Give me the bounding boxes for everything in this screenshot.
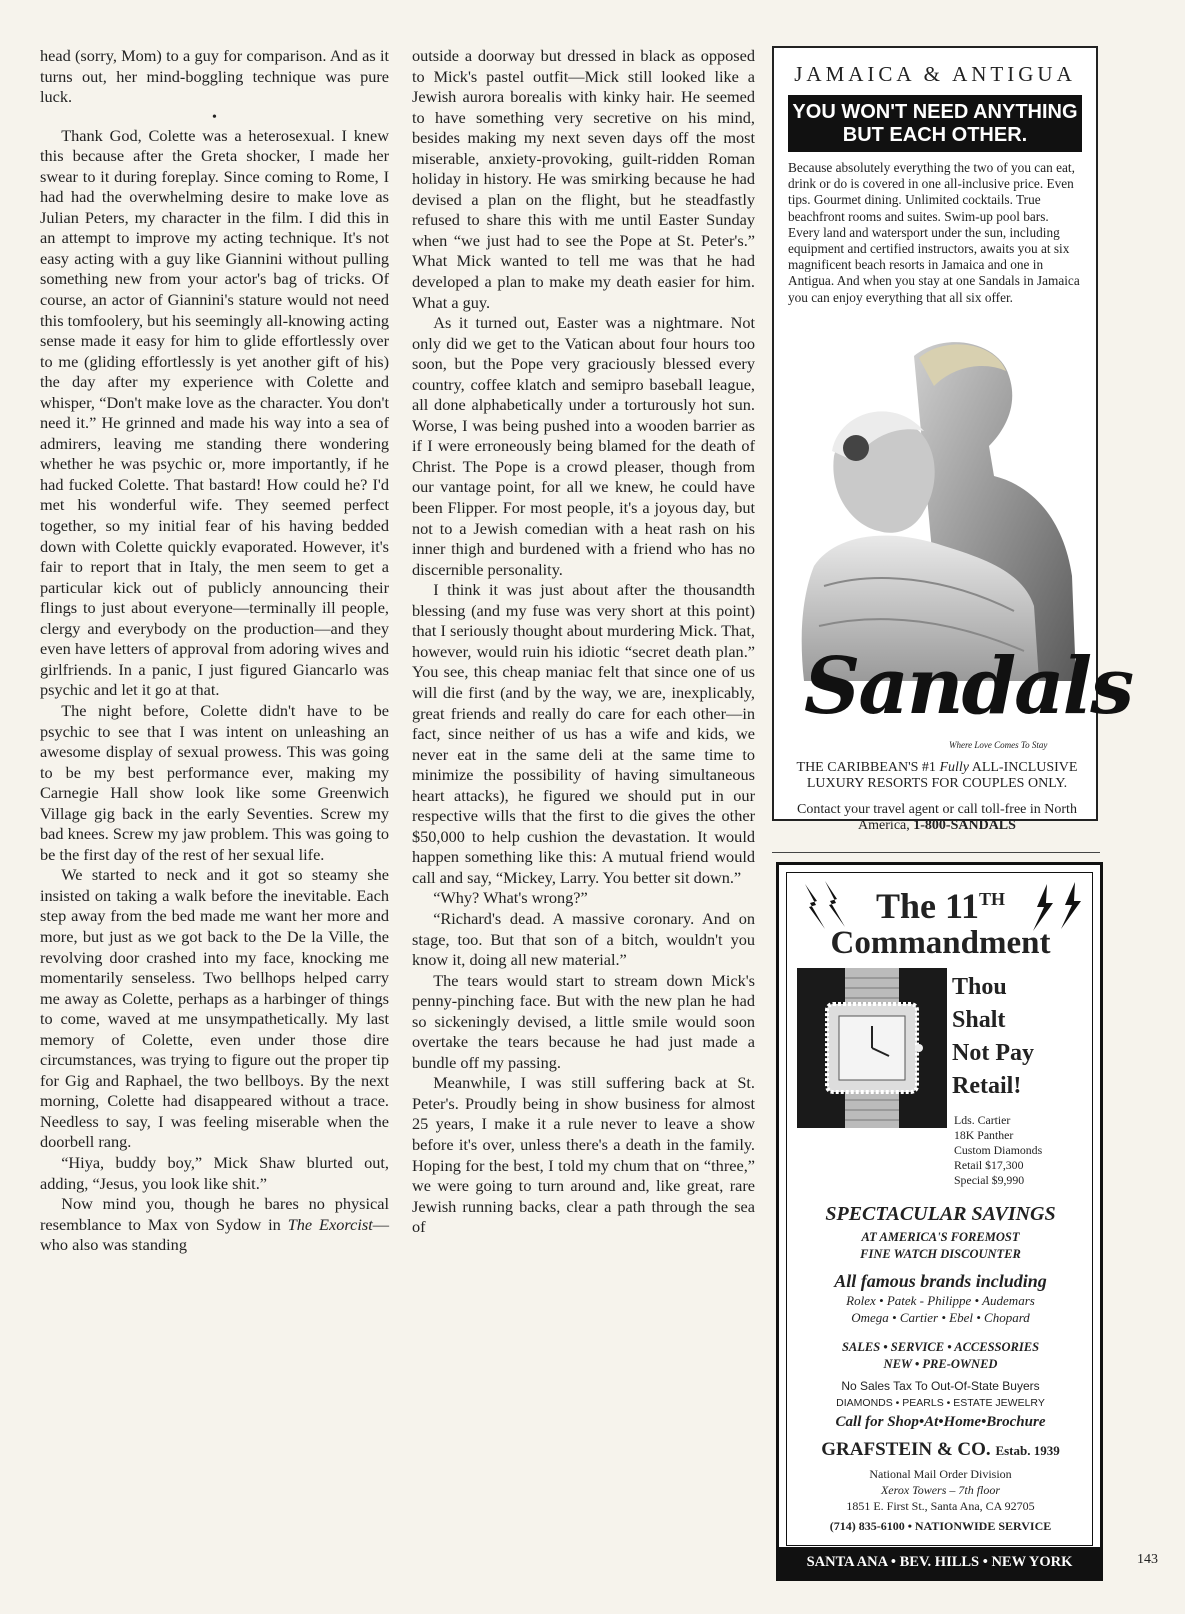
page-number: 143 [1137,1552,1158,1567]
article-paragraph: Meanwhile, I was still suffering back at St. Peter's. Proudly being in show business for almost 25 years, I make it a rule never to leave a show before it's over, unless there's a death in the family. Hoping for the best, I told my chum that on “three,” we were going to turn around and, like great, rare Jewish running backs, clear a path through the sea of [412,1073,755,1237]
article-paragraph: I think it was just about after the thousandth blessing (and my fuse was very short at this point) that I seriously thought about murdering Mick. That, however, would ruin his idiotic “secret death plan.” You see, this cheap maniac felt that since one of us will die first (and by the way, we are, inexplicably, great friends and really do care for each other—in fact, since neither of us has a wife and kids, we never eat in the same deli at the same time to minimize the possibility of having simultaneous heart attacks), he figured we should put in our respective wills that the first to die gives the other $50,000 to help cushion the devastation. It would happen something like this: A mutual friend would call and say, “Mickey, Larry. You better sit down.” [412,580,755,887]
brands-line: Omega • Cartier • Ebel • Chopard [851,1310,1030,1325]
watch-photo [797,968,947,1128]
slogan-line: Shalt [952,1007,1006,1033]
spec-line: Retail $17,300 [954,1158,1024,1172]
ad-claim-emphasis: Fully [939,760,969,775]
article-paragraph: “Hiya, buddy boy,” Mick Shaw blurted out, adding, “Jesus, you look like shit.” [40,1152,389,1193]
tax-line: No Sales Tax To Out-Of-State Buyers [841,1379,1040,1393]
article-text: Now mind you, though he bares no physical resemblance to Max von Sydow in [40,1194,389,1234]
company-established: Estab. 1939 [995,1443,1060,1458]
diamonds-line: DIAMONDS • PEARLS • ESTATE JEWELRY [836,1397,1045,1409]
article-column-2 [412,46,755,1576]
grafstein-advertisement [776,862,1103,1581]
article-paragraph: outside a doorway but dressed in black as opposed to Mick's pastel outfit—Mick still looked like a Jewish aurora borealis with kinky hair. He seemed to have something very secretive on his mind, besides making my next seven days off the most miserable, anxiety-provoking, guilt-ridden Roman holiday in history. He was smirking because he had devised a plan on the flight, but he steadfastly refused to share this with me until Easter Sunday when “we just had to see the Pope at St. Peter's.” What Mick wanted to tell me was that he had developed a plan to make my death easier for him. What a guy. [412,46,755,312]
sandals-logo: Sandals [804,641,1133,732]
company-line [787,1439,1094,1461]
phone-line: (714) 835-6100 • NATIONWIDE SERVICE [829,1519,1052,1533]
ad-contact-text: Contact your travel agent or call toll-free in North America, [797,802,1077,833]
article-paragraph: As it turned out, Easter was a nightmare. Not only did we get to the Vatican about four hours too soon, but the Pope very graciously blessed every country, coffee klatch and semipro baseball league, all done alphabetically under a torturously hot sun. Worse, I was being pushed into a wooden barrier as if I were erroneously being blamed for the death of Christ. The Pope is a crowd pleaser, though from our vantage point, for all we knew, he could have been Flipper. For most people, it's a joyous day, but not to a Jewish comedian with a heat rash on his inner thigh and burdened with a friend who has no discernible personality. [412,313,755,579]
ad-title-text: The 11 [875,886,979,926]
ad-title-line2: Commandment [830,925,1051,961]
services-line: SALES • SERVICE • ACCESSORIES [841,1340,1040,1354]
brands-line: Rolex • Patek - Philippe • Audemars [846,1293,1035,1308]
address-line: 1851 E. First St., Santa Ana, CA 92705 [846,1499,1035,1513]
article-paragraph: “Why? What's wrong?” [433,888,588,908]
article-paragraph: “Richard's dead. A massive coronary. And on stage, too. But that son of a bitch, wouldn't you know it, doing all new material.” [412,908,755,970]
article-paragraph: Thank God, Colette was a heterosexual. I knew this because after the Greta shocker, I made her swear to it during foreplay. Since coming to Rome, I had had the overwhelming desire to make love as Julian Peters, my character in the film. I did this in an attempt to improve my acting technique. It's not easy acting with a guy like Giannini without pulling something new from your actor's bag of tricks. Of course, an actor of Giannini's stature would not need this tomfoolery, but his seemingly all-knowing acting sense made it easy for him to glide effortlessly over to me (gliding effortlessly is yet another gift of his) the day after my experience with Colette and whisper, “Don't make love as the character. You don't need it.” He grinned and made his way into a sea of admirers, leaving me standing there wondering whether he was psychic or, more importantly, if he had fucked Colette. That bastard! How could he? I'd met his wonderful wife. They seemed perfect together, so my initial fear of his having bedded down with Colette quickly evaporated. However, it's fair to report that in Italy, the men seem to get a particular kick out of publicly announcing their flings to just about everyone—terminally ill people, clergy and everybody on the production—and they even have letters of approval from adoring wives and girlfriends. In a panic, I just figured Giancarlo was psychic and let it go at that. [40,125,389,700]
sandals-advertisement [772,46,1133,833]
slogan-line: Retail! [952,1073,1022,1099]
address-line: Xerox Towers – 7th floor [880,1483,1001,1497]
spec-line: Special $9,990 [954,1173,1025,1187]
article-column-1 [40,46,389,1576]
ad-inner-frame [786,872,1093,1546]
article-paragraph: head (sorry, Mom) to a guy for comparison. And as it turns out, her mind-boggling technique was pure luck. [40,46,389,107]
foremost-line: AT AMERICA'S FOREMOST [861,1230,1020,1244]
ad-heading: JAMAICA & ANTIGUA [794,62,1076,86]
article-paragraph: We started to neck and it got so steamy she insisted on taking a walk before the inevitable. Each step away from the bed made me want her more and more, but just as we got back to the De la Ville, the revolving door crashed into my face, knocking me momentarily senseless. Two bellhops helped carry me away as Colette, perhaps as a harbinger of things to come, waved at me unsympathetically. My last memory of Colette, even under those dire circumstances, was trying to figure out the proper tip for Gig and Raphael, the two bellboys. By the next morning, Colette had disappeared without a trace. Needless to say, I was feeling miserable when the doorbell rang. [40,865,389,1152]
ad-title [787,885,1094,927]
brochure-line: Call for Shop•At•Home•Brochure [835,1414,1046,1430]
division-line: National Mail Order Division [869,1467,1012,1481]
article-paragraph [40,1194,389,1256]
ad-claim [792,760,1082,792]
film-title: The Exorcist [287,1214,373,1234]
savings-headline: SPECTACULAR SAVINGS [825,1203,1056,1225]
spec-line: 18K Panther [954,1128,1014,1142]
services-line: NEW • PRE-OWNED [883,1357,998,1371]
sandals-tagline: Where Love Comes To Stay [949,740,1048,750]
article-paragraph: The night before, Colette didn't have to be psychic to see that I was intent on unleashing an awesome display of sexual prowess. This was going to be my best performance ever, making my Carnegie Hall show look like some Greenwich Village gig back in the early Seventies. Screw my bad knees. Screw my jaw problem. This was going to be the first day of the rest of her sexual life. [40,700,389,864]
slogan-line: Not Pay [952,1040,1034,1066]
ad-slogan [952,971,1034,1103]
ad-phone: 1-800-SANDALS [913,818,1016,833]
ad-claim-text: THE CARIBBEAN'S #1 [796,760,940,775]
slogan-line: Thou [952,974,1007,1000]
ad-contact [792,802,1082,834]
ad-divider [772,852,1100,853]
couple-photo [794,336,1076,681]
spec-line: Custom Diamonds [954,1143,1043,1157]
section-separator: • [212,109,217,125]
brands-heading: All famous brands including [834,1271,1047,1291]
article-text: —who also was standing [40,1214,389,1255]
ad-banner: YOU WON'T NEED ANYTHING BUT EACH OTHER. [788,95,1082,152]
ad-claim-text: ALL-INCLUSIVE LUXURY RESORTS FOR COUPLES ONLY. [806,760,1078,791]
ad-title-superscript: TH [979,889,1006,909]
ad-body-text: Because absolutely everything the two of you can eat, drink or do is covered in one all-inclusive price. Even tips. Gourmet dining. Unlimited cocktails. True beachfront rooms and suites. Swim-up pool bars. Every land and watersport under the sun, including equipment and certified instructors, awaits you at six magnificent beach resorts in Jamaica and one in Antigua. And when you stay at one Sandals in Jamaica you can enjoy everything that all six offer. [788,160,1080,305]
watch-specs [954,1113,1042,1188]
foremost-line: FINE WATCH DISCOUNTER [860,1247,1021,1261]
article-paragraph: The tears would start to stream down Mick's penny-pinching face. But with the new plan he had so sickeningly devised, a little smile would soon overtake the tears because he had just made a bundle off my passing. [412,970,755,1072]
company-name: GRAFSTEIN & CO. [821,1439,991,1460]
spec-line: Lds. Cartier [954,1113,1011,1127]
locations-bar: SANTA ANA • BEV. HILLS • NEW YORK [779,1547,1100,1578]
